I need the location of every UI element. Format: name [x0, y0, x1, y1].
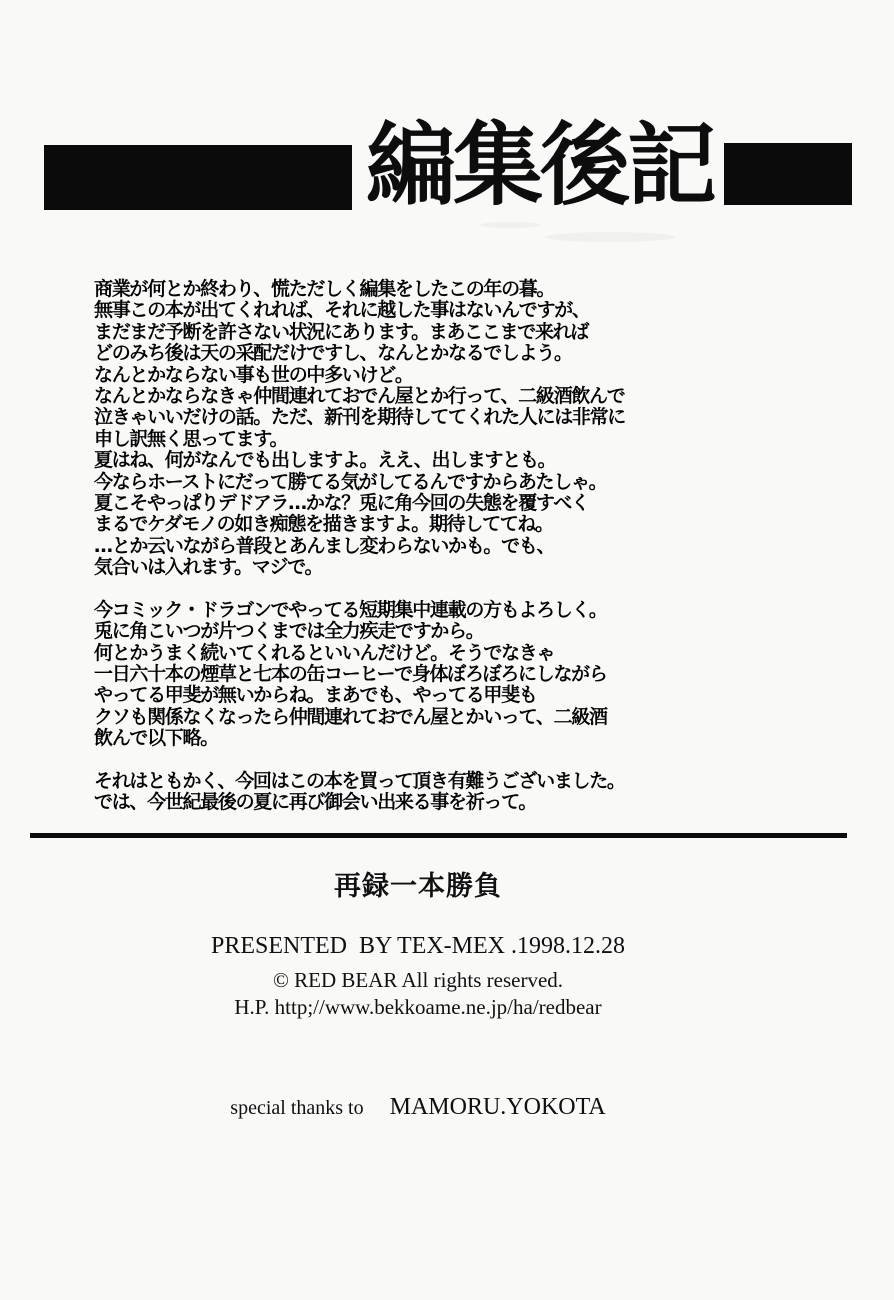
- afterword-body: [94, 279, 714, 834]
- body-line: まだまだ予断を許さない状況にあります。まあここまで来れば: [94, 320, 589, 343]
- body-line: 夏こそやっぱりデドアラ…かな？兎に角今回の失態を覆すべく: [94, 492, 589, 515]
- body-line: 無事この本が出てくれれば、それに越した事はないんですが、: [94, 299, 590, 322]
- body-line: では、今世紀最後の夏に再び御会い出来る事を祈って。: [94, 790, 537, 813]
- body-line: 申し訳無く思ってます。: [94, 427, 288, 450]
- body-line: なんとかならない事も世の中多いけど。: [94, 363, 413, 386]
- body-line: 何とかうまく続いてくれるといいんだけど。そうでなきゃ: [94, 641, 555, 664]
- body-line: 飲んで以下略。: [94, 727, 218, 750]
- body-line: 夏はね、何がなんでも出しますよ。ええ、出しますとも。: [94, 449, 556, 472]
- series-title: 再録一本勝負: [334, 871, 502, 901]
- body-line: 気合いは入れます。マジで。: [94, 556, 323, 579]
- scan-smudge: [480, 222, 540, 228]
- homepage-url-line: H.P. http;//www.bekkoame.ne.jp/ha/redbear: [234, 995, 602, 1019]
- body-paragraph: [94, 279, 714, 579]
- special-thanks-label: special thanks to: [230, 1097, 364, 1119]
- body-line: まるでケダモノの如き痴態を描きますよ。期待しててね。: [94, 513, 553, 536]
- title-right-square: [724, 143, 852, 205]
- body-line: クソも関係なくなったら仲間連れておでん屋とかいって、二級酒: [94, 705, 607, 728]
- copyright-line: © RED BEAR All rights reserved.: [272, 968, 564, 992]
- page-footer: [0, 864, 836, 1121]
- body-line: やってる甲斐が無いからね。まあでも、やってる甲斐も: [94, 684, 537, 707]
- title-left-bar: [44, 145, 352, 210]
- body-line: 商業が何とか終わり、慌ただしく編集をしたこの年の暮。: [94, 278, 555, 300]
- divider-rule: [30, 833, 847, 838]
- body-line: …とか云いながら普段とあんまし変わらないかも。でも、: [94, 534, 555, 557]
- body-line: それはともかく、今回はこの本を買って頂き有難うございました。: [94, 769, 625, 792]
- body-line: 兎に角こいつが片つくまでは全力疾走ですから。: [94, 620, 484, 643]
- body-line: 今ならホーストにだって勝てる気がしてるんですからあたしゃ。: [94, 470, 607, 493]
- special-thanks-line: [0, 1094, 836, 1121]
- body-line: どのみち後は天の采配だけですし、なんとかなるでしよう。: [94, 342, 572, 365]
- body-line: 泣きゃいいだけの話。ただ、新刊を期待しててくれた人には非常に: [94, 406, 626, 429]
- body-paragraph: [94, 771, 714, 814]
- special-thanks-name: MAMORU.YOKOTA: [389, 1094, 606, 1120]
- body-paragraph: [94, 600, 714, 750]
- page-title: 編集後記: [366, 117, 714, 216]
- body-line: なんとかならなきゃ仲間連れておでん屋とか行って、二級酒飲んで: [94, 385, 625, 408]
- body-line: 一日六十本の煙草と七本の缶コーヒーで身体ぼろぼろにしながら: [94, 662, 607, 685]
- scan-smudge: [545, 232, 675, 242]
- body-line: 今コミック・ドラゴンでやってる短期集中連載の方もよろしく。: [94, 598, 607, 621]
- presented-by-line: PRESENTED BY TEX-MEX .1998.12.28: [211, 933, 625, 959]
